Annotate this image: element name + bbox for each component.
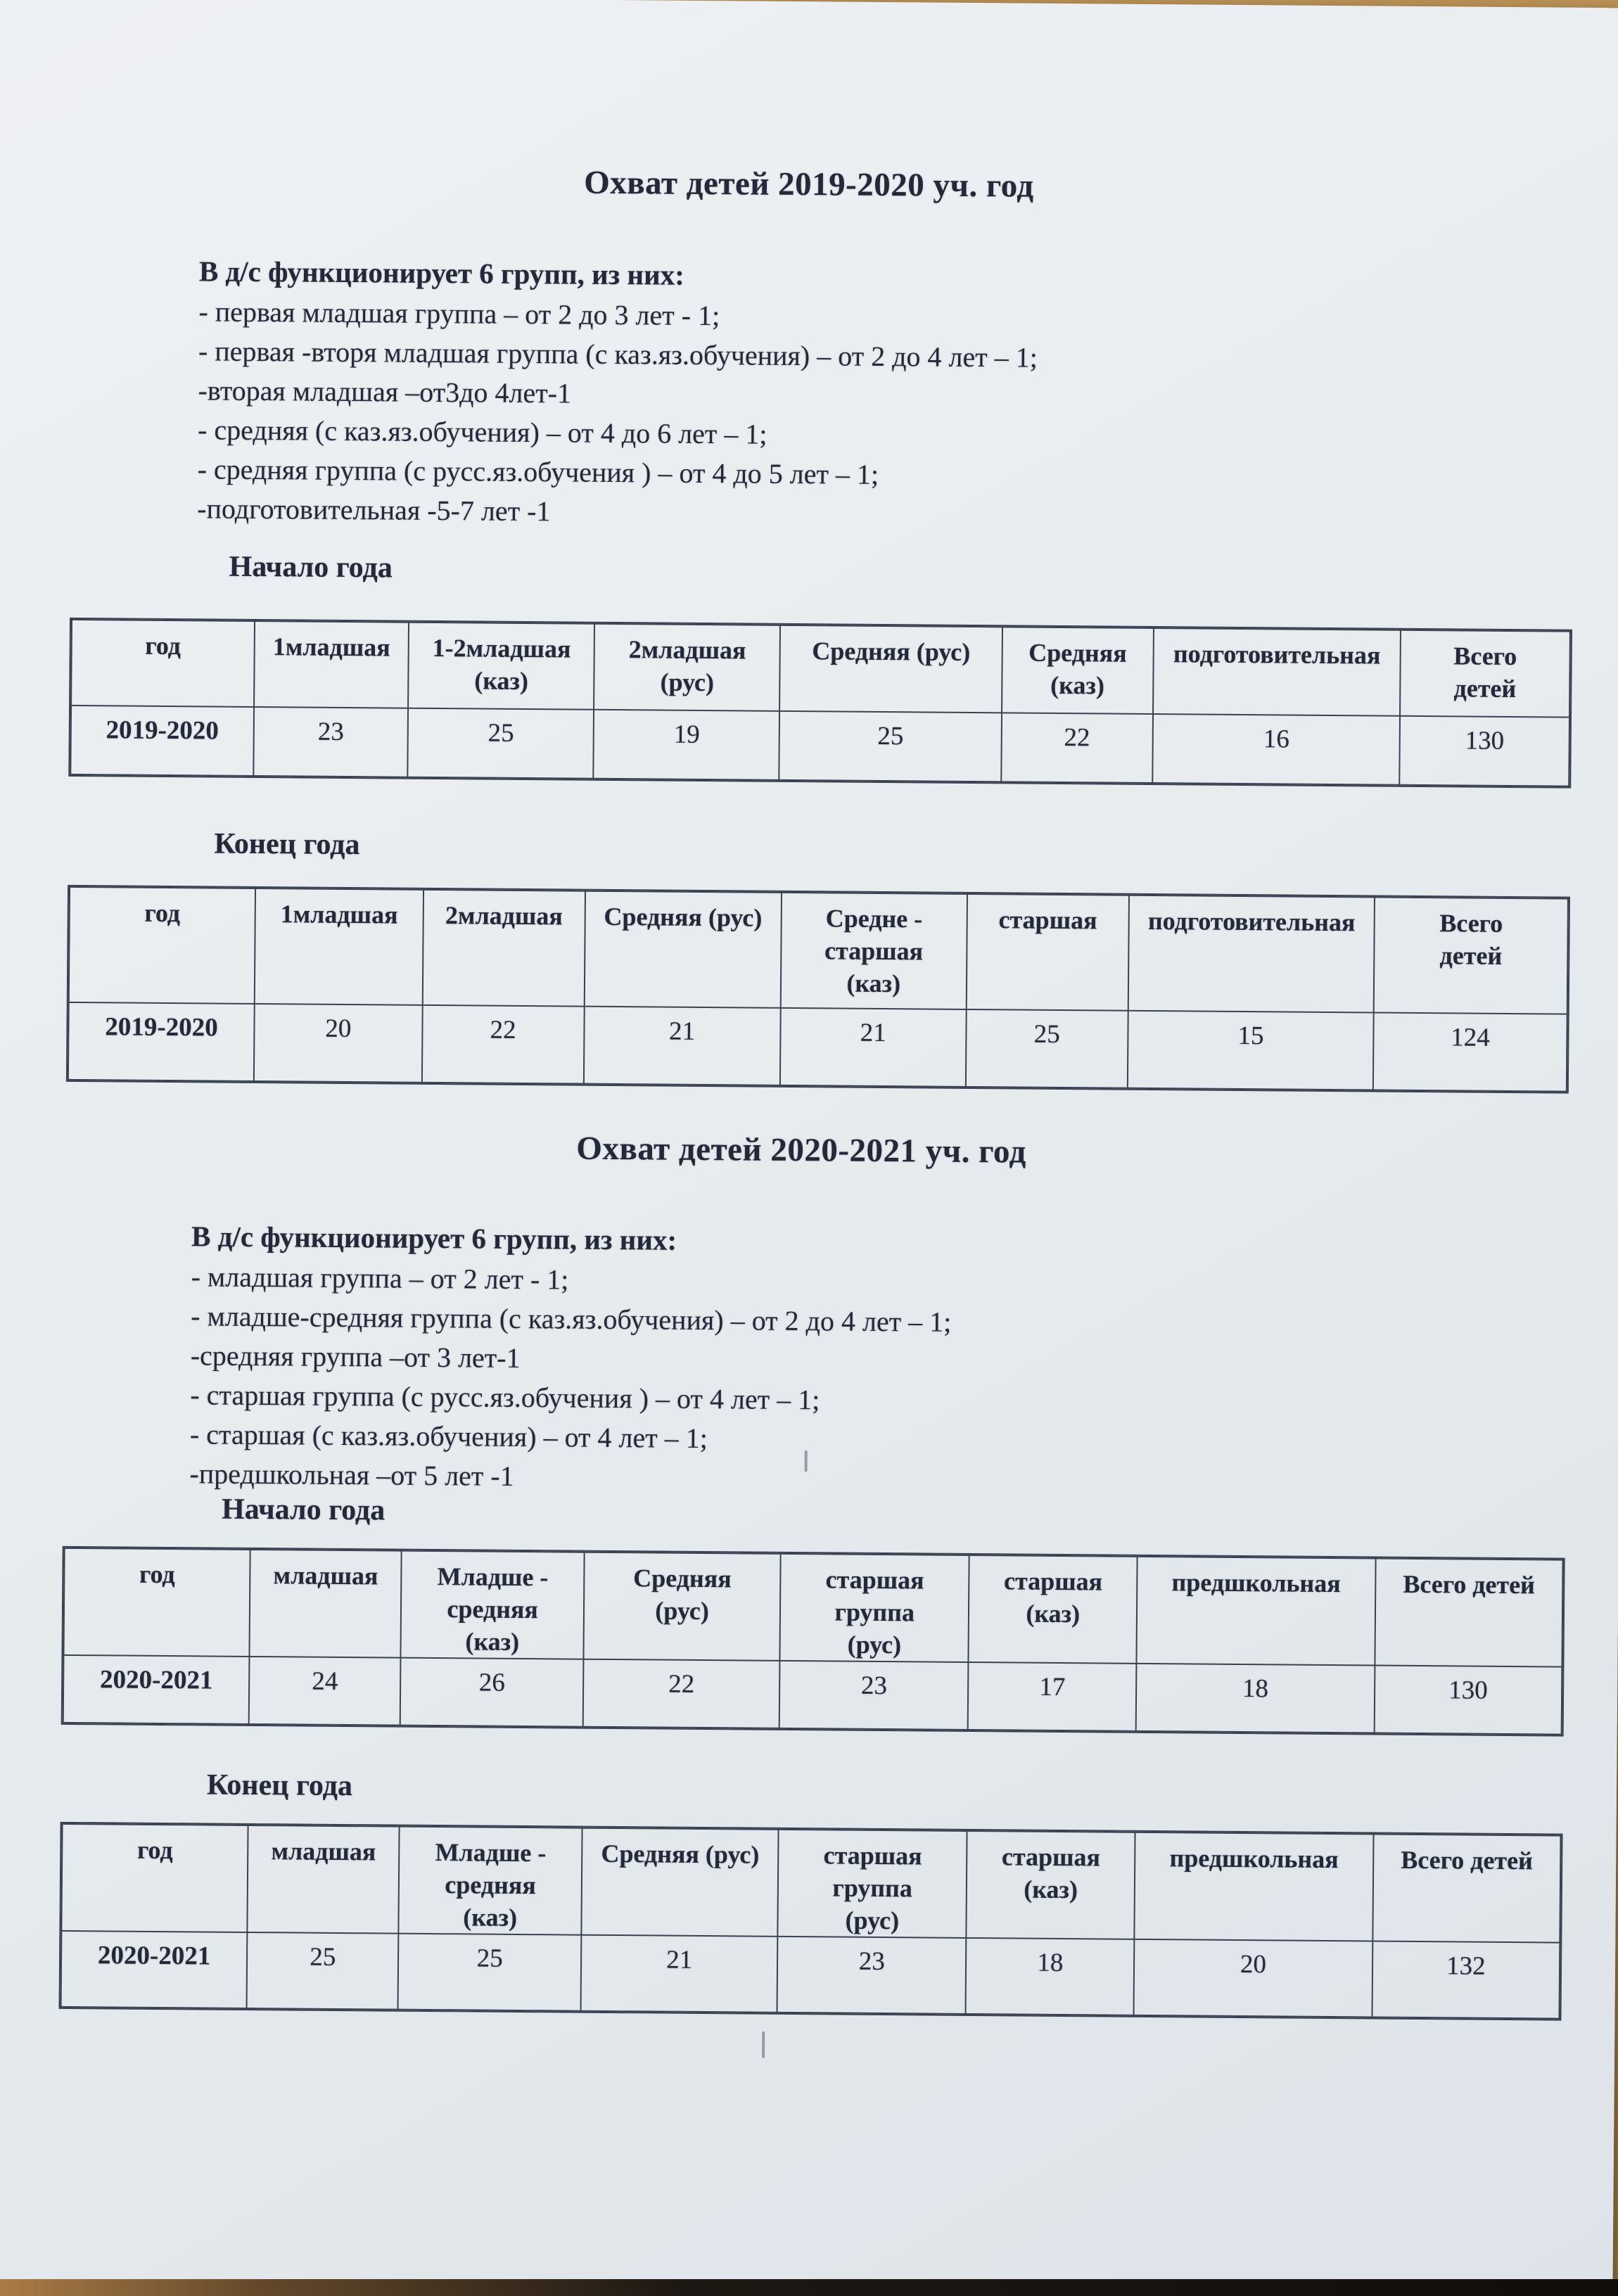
value-cell: 23 (779, 1661, 969, 1730)
table-row (70, 706, 1569, 786)
col-header: год (71, 620, 255, 707)
header-row (61, 1824, 1560, 1943)
col-header: Средняя (рус) (584, 891, 781, 1008)
col-header: младшая (247, 1825, 399, 1934)
start-of-year-heading: Начало года (229, 550, 393, 585)
group-item: - старшая группа (с русс.яз.обучения ) – от 4 лет – 1; (190, 1379, 820, 1416)
value-cell: 21 (584, 1007, 781, 1085)
value-cell: 21 (780, 1008, 967, 1087)
end-of-year-heading: Конец года (206, 1768, 353, 1803)
value-cell: 26 (400, 1658, 584, 1727)
value-cell: 25 (247, 1932, 399, 2010)
value-cell: 25 (779, 711, 1002, 782)
col-header: Младше - средняя (каз) (401, 1551, 585, 1659)
col-header: старшая (каз) (967, 1831, 1135, 1939)
col-header: Средняя (каз) (1002, 627, 1154, 714)
groups-intro: В д/с функционирует 6 групп, из них: (198, 255, 685, 291)
group-item: -средняя группа –от 3 лет-1 (190, 1339, 521, 1374)
group-item: -предшкольная –от 5 лет -1 (189, 1458, 514, 1492)
year-cell: 2020-2021 (63, 1655, 250, 1724)
col-header: год (63, 1548, 250, 1657)
page-title: Охват детей 2020-2021 уч. год (576, 1130, 1027, 1171)
header-row (71, 620, 1570, 718)
total-cell: 132 (1372, 1941, 1560, 2019)
table-start-2020 (63, 1548, 1564, 1735)
value-cell: 23 (253, 707, 408, 777)
table-row (63, 1655, 1562, 1735)
group-item: -подготовительная -5-7 лет -1 (197, 492, 551, 528)
col-header: Всего детей (1372, 1835, 1561, 1943)
total-cell: 124 (1373, 1012, 1567, 1091)
col-header: Младше - средняя (каз) (399, 1827, 582, 1935)
stray-pencil-mark (762, 2032, 765, 2058)
value-cell: 20 (1134, 1939, 1372, 2017)
col-header: год (69, 887, 255, 1004)
col-header: Всего детей (1400, 630, 1570, 718)
value-cell: 22 (422, 1005, 585, 1084)
value-cell: 25 (966, 1009, 1128, 1088)
value-cell: 19 (594, 710, 780, 780)
col-header: Всего детей (1375, 1559, 1562, 1667)
value-cell: 15 (1128, 1011, 1374, 1090)
col-header: подготовительная (1128, 895, 1375, 1013)
col-header: 1-2младшая (каз) (408, 623, 594, 710)
col-header: 1младшая (254, 621, 409, 708)
value-cell: 17 (968, 1662, 1136, 1731)
col-header: старшая (967, 894, 1129, 1011)
total-cell: 130 (1374, 1666, 1562, 1735)
col-header: старшая (каз) (969, 1555, 1138, 1664)
col-header: Средне - старшая (каз) (780, 893, 967, 1009)
header-row (63, 1548, 1562, 1667)
year-cell: 2019-2020 (70, 706, 254, 776)
table-row (68, 1002, 1567, 1092)
col-header: Средняя (рус) (779, 625, 1002, 713)
col-header: подготовительная (1153, 628, 1401, 716)
col-header: 2младшая (422, 890, 585, 1007)
value-cell: 21 (581, 1935, 778, 2013)
group-item: -вторая младшая –от3до 4лет-1 (198, 374, 572, 409)
value-cell: 23 (777, 1937, 967, 2014)
year-cell: 2020-2021 (61, 1931, 248, 2008)
col-header: Средняя (рус) (584, 1552, 781, 1661)
col-header: Всего детей (1374, 897, 1568, 1014)
group-item: - младшая группа – от 2 лет - 1; (191, 1261, 569, 1296)
value-cell: 25 (398, 1934, 582, 2011)
desk-shadow-edge (0, 2279, 1618, 2296)
value-cell: 18 (1136, 1664, 1375, 1733)
table-start-2019 (70, 619, 1571, 787)
table-end-2019 (68, 886, 1569, 1092)
groups-intro: В д/с функционирует 6 групп, из них: (191, 1220, 677, 1256)
value-cell: 16 (1152, 714, 1400, 785)
col-header: старшая группа (рус) (777, 1830, 967, 1938)
value-cell: 24 (249, 1657, 401, 1726)
start-of-year-heading: Начало года (221, 1493, 386, 1527)
col-header: Средняя (рус) (581, 1828, 778, 1937)
group-item: - средняя группа (с русс.яз.обучения ) – от 4 до 5 лет – 1; (197, 453, 879, 490)
groups-list-2020 (189, 1215, 952, 1499)
total-cell: 130 (1399, 716, 1569, 786)
col-header: младшая (250, 1550, 402, 1658)
group-item: - старшая (с каз.яз.обучения) – от 4 лет – 1; (189, 1418, 708, 1455)
col-header: предшкольная (1136, 1557, 1375, 1666)
group-item: - первая младшая группа – от 2 до 3 лет - 1; (198, 295, 720, 332)
group-item: - средняя (с каз.яз.обучения) – от 4 до 6 лет – 1; (197, 414, 767, 450)
value-cell: 25 (408, 708, 594, 779)
value-cell: 22 (1001, 713, 1153, 783)
page-title: Охват детей 2019-2020 уч. год (583, 164, 1034, 205)
col-header: старшая группа (рус) (780, 1554, 970, 1662)
stray-pencil-mark (805, 1450, 808, 1472)
col-header: предшкольная (1134, 1832, 1373, 1941)
col-header: 1младшая (255, 888, 423, 1005)
col-header: год (61, 1824, 248, 1932)
table-end-2020 (60, 1823, 1562, 2020)
value-cell: 20 (254, 1004, 422, 1083)
year-cell: 2019-2020 (68, 1002, 255, 1081)
table-row (61, 1931, 1560, 2019)
col-header: 2младшая (рус) (594, 624, 780, 711)
value-cell: 22 (583, 1659, 780, 1728)
group-item: - младше-средняя группа (с каз.яз.обучения) – от 2 до 4 лет – 1; (191, 1300, 952, 1338)
groups-list-2019 (197, 250, 1038, 535)
group-item: - первая -вторя младшая группа (с каз.яз.обучения) – от 2 до 4 лет – 1; (198, 335, 1038, 374)
header-row (69, 887, 1568, 1014)
end-of-year-heading: Конец года (214, 827, 360, 862)
value-cell: 18 (966, 1938, 1134, 2015)
